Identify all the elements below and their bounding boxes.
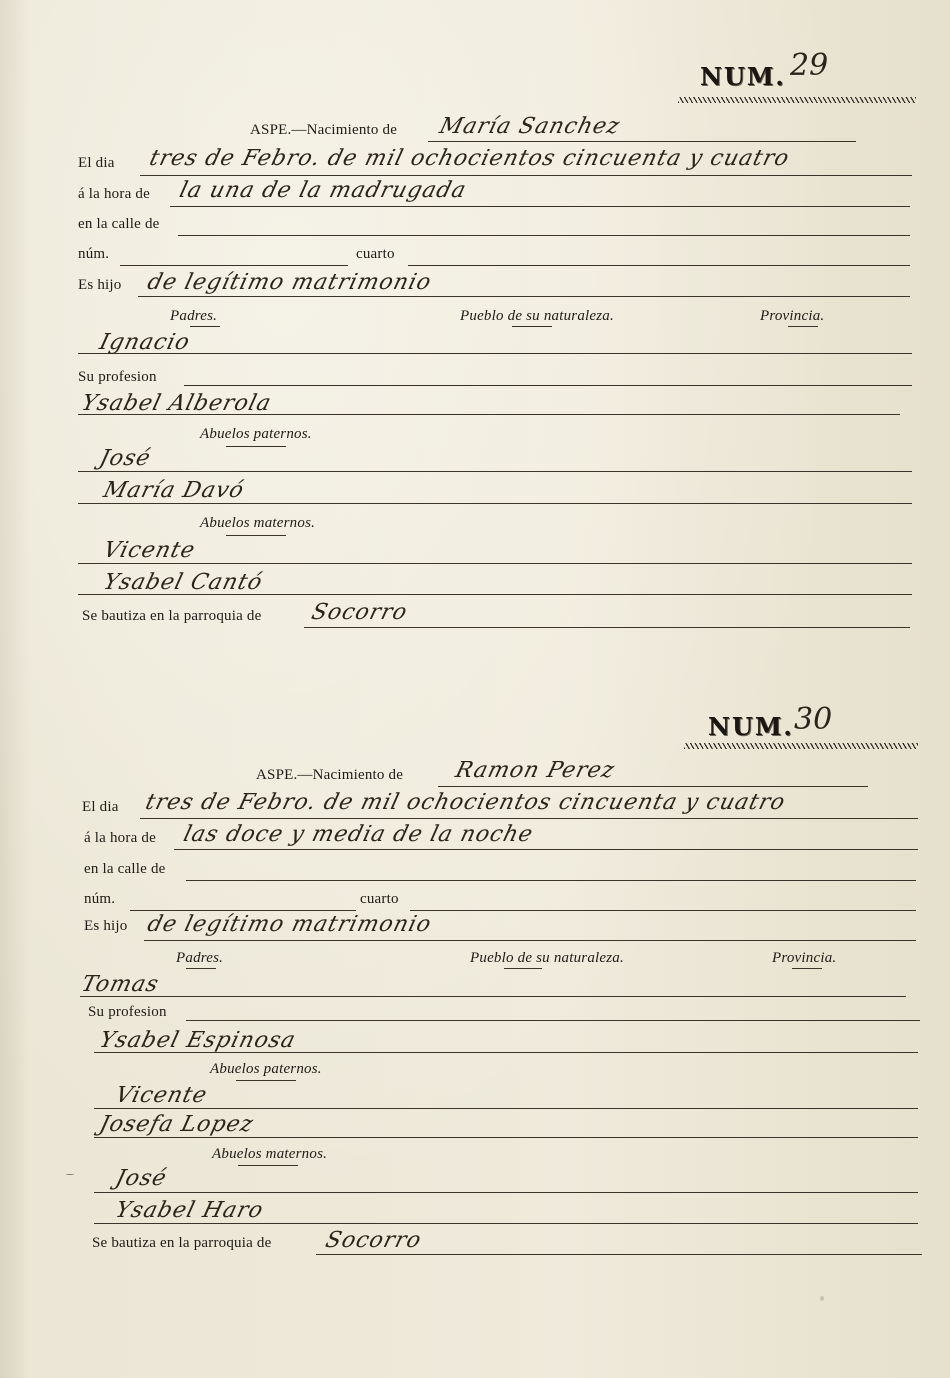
child-name: Ramon Perez (452, 758, 618, 783)
birth-hour: la una de la madrugada (176, 178, 470, 203)
filiation: de legítimo matrimonio (144, 270, 435, 295)
provincia-heading: Provincia. (760, 308, 825, 324)
record-number-label: NUM. (700, 62, 786, 91)
num-label: núm. (78, 246, 110, 262)
paternal-grandfather: Vicente (112, 1083, 211, 1108)
father-name: Ignacio (96, 330, 193, 355)
provincia-heading: Provincia. (772, 950, 837, 966)
maternal-grandmother: Ysabel Haro (112, 1198, 267, 1223)
paternal-grandmother: Josefa Lopez (96, 1112, 257, 1137)
ink-spot (66, 1174, 74, 1175)
calle-label: en la calle de (78, 216, 160, 232)
parish: Socorro (308, 600, 411, 625)
pueblo-heading: Pueblo de su naturaleza. (460, 308, 614, 324)
hijo-label: Es hijo (78, 277, 122, 293)
maternal-grandfather: José (112, 1166, 170, 1191)
cuarto-label: cuarto (360, 891, 399, 907)
maternal-grandmother: Ysabel Cantó (100, 570, 266, 595)
ornamental-rule (684, 743, 918, 749)
pueblo-heading: Pueblo de su naturaleza. (470, 950, 624, 966)
abuelos-paternos-heading: Abuelos paternos. (200, 426, 312, 442)
mother-name: Ysabel Alberola (78, 391, 275, 416)
parish: Socorro (322, 1228, 425, 1253)
padres-heading: Padres. (170, 308, 218, 324)
maternal-grandfather: Vicente (100, 538, 199, 563)
calle-label: en la calle de (84, 861, 166, 877)
cuarto-label: cuarto (356, 246, 395, 262)
birth-date: tres de Febro. de mil ochocientos cincuenta y cuatro (142, 790, 789, 815)
num-label: núm. (84, 891, 116, 907)
place-label: ASPE.—Nacimiento de (250, 122, 398, 138)
paternal-grandmother: María Davó (100, 478, 247, 503)
dia-label: El dia (78, 155, 115, 171)
ink-spot (820, 1296, 824, 1301)
profesion-label: Su profesion (78, 369, 157, 385)
ornamental-rule (678, 97, 916, 103)
hora-label: á la hora de (84, 830, 156, 846)
parroquia-label: Se bautiza en la parroquia de (92, 1235, 272, 1251)
hijo-label: Es hijo (84, 918, 128, 934)
record-number: 30 (794, 702, 833, 737)
father-name: Tomas (78, 972, 162, 997)
paternal-grandfather: José (96, 446, 154, 471)
place-label: ASPE.—Nacimiento de (256, 767, 404, 783)
child-name: María Sanchez (436, 114, 623, 139)
birth-date: tres de Febro. de mil ochocientos cincuenta y cuatro (146, 146, 793, 171)
padres-heading: Padres. (176, 950, 224, 966)
abuelos-paternos-heading: Abuelos paternos. (210, 1061, 322, 1077)
birth-hour: las doce y media de la noche (180, 822, 536, 847)
abuelos-maternos-heading: Abuelos maternos. (212, 1146, 328, 1162)
record-number-label: NUM. (708, 712, 794, 741)
dia-label: El dia (82, 799, 119, 815)
abuelos-maternos-heading: Abuelos maternos. (200, 515, 316, 531)
hora-label: á la hora de (78, 186, 150, 202)
mother-name: Ysabel Espinosa (96, 1028, 299, 1053)
record-number: 29 (790, 48, 829, 83)
profesion-label: Su profesion (88, 1004, 167, 1020)
filiation: de legítimo matrimonio (144, 912, 435, 937)
parroquia-label: Se bautiza en la parroquia de (82, 608, 262, 624)
